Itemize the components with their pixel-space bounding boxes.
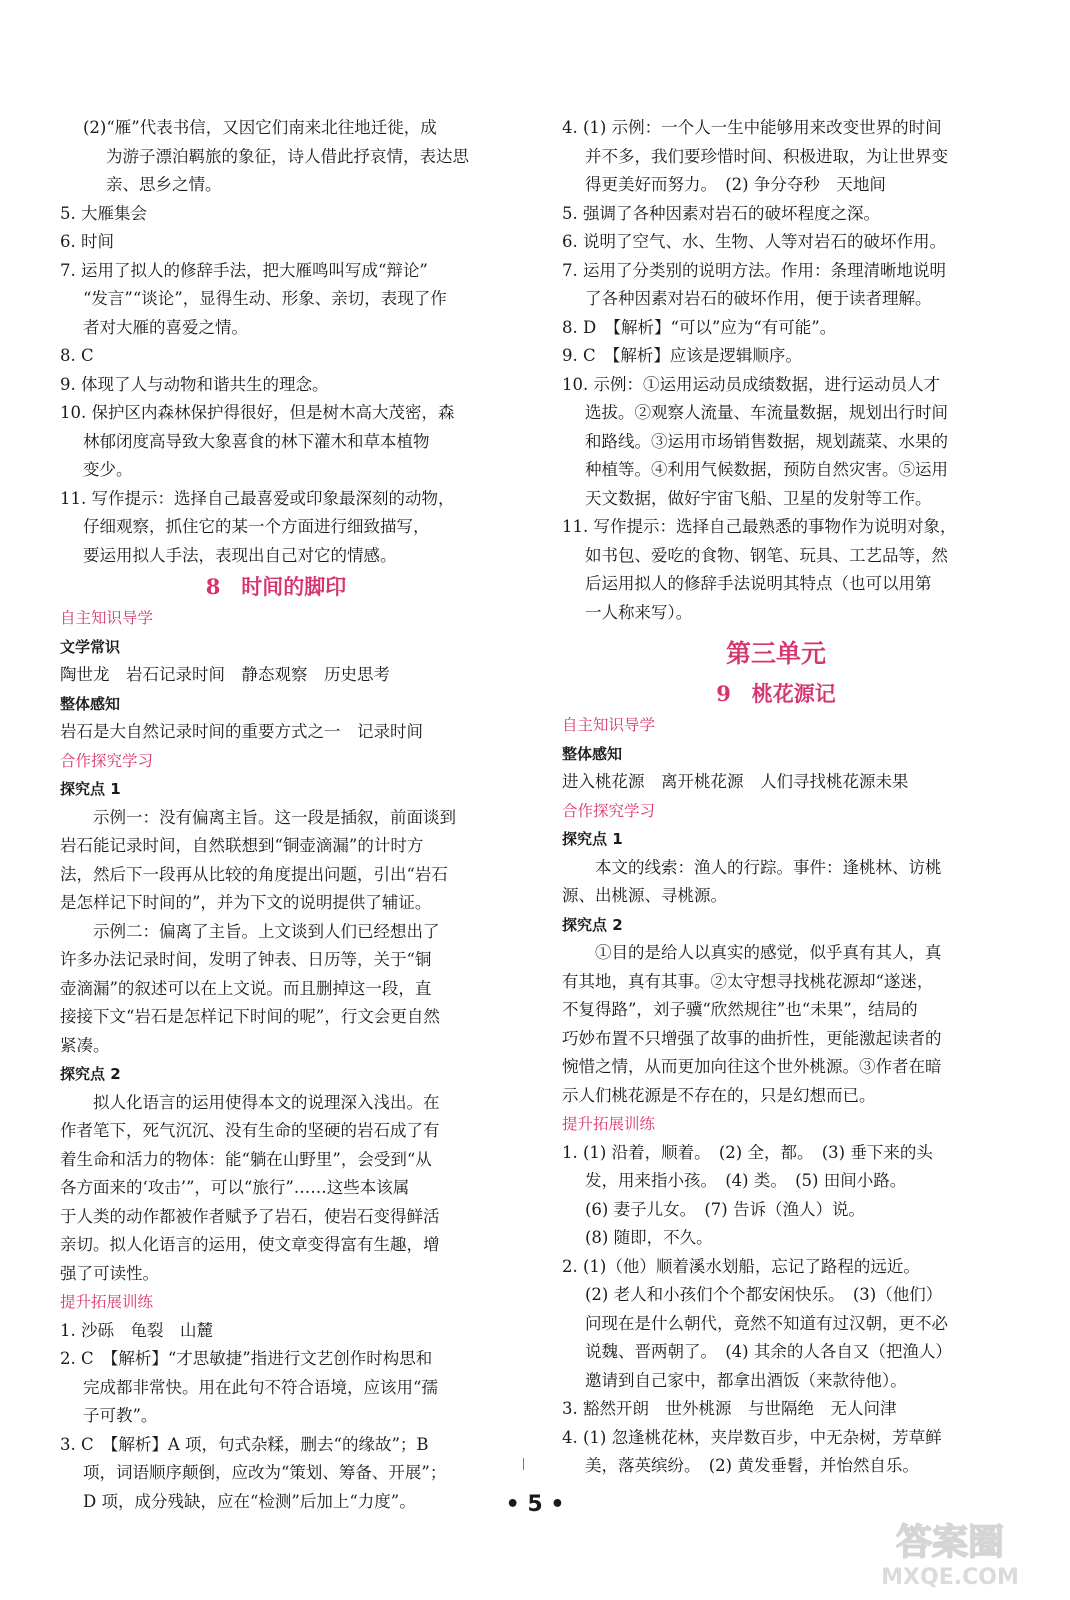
- left-column: [60, 114, 492, 1516]
- section-heading: 合作探究学习: [562, 801, 656, 820]
- text-line: 接接下文“岩石是怎样记下时间的呢”，行文会更自然: [60, 1007, 440, 1026]
- answer-q11: [60, 485, 492, 571]
- text-line: 选拔。②观察人流量、车流量数据，规划出行时间: [585, 403, 948, 422]
- answer-q6: 6. 说明了空气、水、生物、人等对岩石的破坏作用。: [562, 232, 946, 251]
- text-line: 示人们桃花源是不存在的，只是幻想而已。: [562, 1085, 876, 1105]
- section-heading: 自主知识导学: [60, 609, 154, 627]
- text-line: 于人类的动作都被作者赋予了岩石，使岩石变得鲜活: [60, 1206, 440, 1226]
- answer-q11: [562, 513, 990, 627]
- text-line: 子可教”。: [83, 1406, 158, 1425]
- answer-q7: [562, 257, 990, 314]
- sub-label: 整体感知: [562, 744, 623, 763]
- text-line: 源、出桃源、寻桃源。: [562, 886, 727, 905]
- text-line: 为游子漂泊羁旅的象征，诗人借此抒哀情，表达思: [106, 146, 469, 166]
- answer-q2: [60, 114, 492, 200]
- answer-q4: [562, 114, 990, 200]
- text-line: 作者笔下，死气沉沉、没有生命的坚硬的岩石成了有: [60, 1121, 440, 1140]
- answer-q5: 5. 大雁集会: [60, 203, 147, 223]
- text-line: 10. 保护区内森林保护得很好，但是树木高大茂密，森: [60, 403, 455, 422]
- answer-t2: [562, 1253, 990, 1396]
- text-line: 如书包、爱吃的食物、钢笔、玩具、工艺品等，然: [585, 545, 948, 565]
- text-line: 并不多，我们要珍惜时间、积极进取，为让世界变: [585, 146, 948, 166]
- text-line: ①目的是给人以真实的感觉，似乎真有其人，真: [595, 943, 942, 962]
- paragraph: [562, 939, 990, 1110]
- answer-q8: 8. C: [60, 346, 94, 365]
- lesson-title: 9 桃花源记: [716, 681, 836, 706]
- text-line: 美，落英缤纷。 (2) 黄发垂髫，并怡然自乐。: [585, 1456, 919, 1475]
- text-line: 完成都非常快。用在此句不符合语境，应该用“孺: [83, 1377, 438, 1397]
- text-line: 一人称来写）。: [585, 602, 693, 622]
- text-line: 亲切。拟人化语言的运用，使文章变得富有生趣，增: [60, 1235, 440, 1254]
- section-heading: 提升拓展训练: [60, 1293, 154, 1311]
- text-line: 11. 写作提示：选择自己最熟悉的事物作为说明对象，: [562, 517, 957, 536]
- page-number: • 5 •: [505, 1492, 565, 1517]
- answer-q9: 9. 体现了人与动物和谐共生的理念。: [60, 374, 329, 394]
- text-line: 种植等。④利用气候数据，预防自然灾害。⑤运用: [585, 460, 948, 479]
- text-line: 变少。: [83, 460, 133, 479]
- text-line: 示例二：偏离了主旨。上文谈到人们已经想出了: [93, 921, 440, 941]
- answer-text: 进入桃花源 离开桃花源 人们寻找桃花源未果: [562, 772, 909, 791]
- text-line: 要运用拟人手法，表现出自己对它的情感。: [83, 545, 397, 565]
- text-line: 7. 运用了拟人的修辞手法，把大雁鸣叫写成“辩论”: [60, 260, 428, 280]
- text-line: 了各种因素对岩石的破坏作用，便于读者理解。: [585, 289, 932, 308]
- answer-q10: [60, 399, 492, 485]
- text-line: 7. 运用了分类别的说明方法。作用：条理清晰地说明: [562, 260, 946, 280]
- text-line: 仔细观察，抓住它的某一个方面进行细致描写，: [83, 517, 430, 536]
- text-line: 岩石能记录时间，自然联想到“铜壶滴漏”的计时方: [60, 836, 424, 855]
- text-line: 亲、思乡之情。: [106, 175, 222, 194]
- text-line: 许多办法记录时间，发明了钟表、日历等，关于“铜: [60, 950, 432, 969]
- text-line: 巧妙布置不只增强了故事的曲折性，更能激起读者的: [562, 1028, 942, 1048]
- text-line: 天文数据，做好宇宙飞船、卫星的发射等工作。: [585, 488, 932, 508]
- watermark-url: MXQE.COM: [881, 1565, 1019, 1590]
- paragraph: [60, 804, 492, 918]
- text-line: 1. (1) 沿着，顺着。 (2) 全，都。 (3) 垂下来的头: [562, 1142, 933, 1162]
- text-line: 有其地，真有其事。②太守想寻找桃花源却“遂迷，: [562, 971, 934, 991]
- sub-label: 探究点 1: [60, 780, 121, 798]
- text-line: 各方面来的‘攻击’”，可以“旅行”……这些本该属: [60, 1178, 410, 1197]
- text-line: 10. 示例：①运用运动员成绩数据，进行运动员人才: [562, 374, 940, 394]
- text-line: 2. (1)（他）顺着溪水划船，忘记了路程的远近。: [562, 1256, 920, 1276]
- sub-label: 探究点 1: [562, 830, 623, 848]
- sub-label: 探究点 2: [60, 1065, 121, 1083]
- answer-t1: [562, 1139, 990, 1253]
- text-line: 不复得路”，刘子骥“欣然规往”也“未果”，结局的: [562, 1000, 918, 1019]
- paragraph: [60, 918, 492, 1061]
- text-line: 项，词语顺序颠倒，应改为“策划、筹备、开展”；: [83, 1463, 447, 1482]
- text-line: 邀请到自己家中，都拿出酒饭（来款待他）。: [585, 1370, 907, 1390]
- section-heading: 合作探究学习: [60, 751, 154, 770]
- sub-label: 文学常识: [60, 637, 121, 656]
- text-line: (2)“雁”代表书信，又因它们南来北往地迁徙，成: [83, 118, 437, 137]
- right-column: [562, 114, 990, 1481]
- text-line: 和路线。③运用市场销售数据，规划蔬菜、水果的: [585, 431, 948, 451]
- text-line: 林郁闭度高导致大象喜食的林下灌木和草本植物: [83, 431, 430, 451]
- answer-t2: [60, 1345, 492, 1431]
- answer-q7: [60, 257, 492, 343]
- answer-text: 陶世龙 岩石记录时间 静态观察 历史思考: [60, 665, 390, 684]
- text-line: 拟人化语言的运用使得本文的说理深入浅出。在: [93, 1092, 440, 1112]
- text-line: 法，然后下一段再从比较的角度提出问题，引出“岩石: [60, 864, 448, 884]
- text-line: 4. (1) 忽逢桃花林，夹岸数百步，中无杂树，芳草鲜: [562, 1427, 942, 1447]
- answer-q6: 6. 时间: [60, 232, 114, 251]
- paragraph: [60, 1089, 492, 1289]
- text-line: 4. (1) 示例：一个人一生中能够用来改变世界的时间: [562, 118, 942, 137]
- margin-mark: [523, 1458, 524, 1470]
- answer-q9: 9. C 【解析】应该是逻辑顺序。: [562, 346, 802, 365]
- text-line: 发，用来指小孩。 (4) 类。 (5) 田间小路。: [585, 1171, 907, 1190]
- text-line: (6) 妻子儿女。 (7) 告诉（渔人）说。: [585, 1199, 865, 1219]
- text-line: 后运用拟人的修辞手法说明其特点（也可以用第: [585, 574, 932, 593]
- text-line: 3. C 【解析】A 项，句式杂糅，删去“的缘故”；B: [60, 1434, 429, 1454]
- text-line: 说魏、晋两朝了。 (4) 其余的人各自又（把渔人）: [585, 1342, 952, 1361]
- text-line: “发言”“谈论”，显得生动、形象、亲切，表现了作: [83, 289, 447, 308]
- watermark-logo: [850, 1512, 1050, 1592]
- text-line: 强了可读性。: [60, 1263, 159, 1283]
- text-line: 惋惜之情，从而更加向往这个世外桃源。③作者在暗: [562, 1057, 942, 1076]
- lesson-title: 8 时间的脚印: [205, 574, 347, 599]
- answer-t1: 1. 沙砾 龟裂 山麓: [60, 1320, 213, 1340]
- text-line: 壶滴漏”的叙述可以在上文说。而且删掉这一段，直: [60, 978, 432, 998]
- unit-title: 第三单元: [725, 639, 826, 668]
- text-line: 2. C 【解析】“才思敏捷”指进行文艺创作时构思和: [60, 1349, 433, 1368]
- section-heading: 提升拓展训练: [562, 1115, 656, 1133]
- paragraph: [562, 854, 990, 911]
- text-line: D 项，成分残缺，应在“检测”后加上“力度”。: [83, 1491, 416, 1511]
- text-line: 着生命和活力的物体：能“躺在山野里”，会受到“从: [60, 1149, 432, 1169]
- text-line: 本文的线索：渔人的行踪。事件：逢桃林、访桃: [595, 857, 942, 877]
- sub-label: 整体感知: [60, 694, 121, 713]
- answer-q10: [562, 371, 990, 514]
- answer-text: 岩石是大自然记录时间的重要方式之一 记录时间: [60, 722, 423, 741]
- text-line: (8) 随即，不久。: [585, 1228, 713, 1247]
- answer-t4: [562, 1424, 990, 1481]
- text-line: 得更美好而努力。 (2) 争分夺秒 天地间: [585, 175, 886, 194]
- text-line: 者对大雁的喜爱之情。: [83, 317, 248, 337]
- text-line: 紧凑。: [60, 1035, 110, 1055]
- text-line: 是怎样记下时间的”，并为下文的说明提供了辅证。: [60, 893, 432, 912]
- watermark-text: 答案圈: [895, 1522, 1005, 1563]
- answer-q5: 5. 强调了各种因素对岩石的破坏程度之深。: [562, 203, 880, 223]
- text-line: 问现在是什么朝代，竟然不知道有过汉朝，更不必: [585, 1313, 948, 1333]
- sub-label: 探究点 2: [562, 915, 623, 934]
- answer-t3: 3. 豁然开朗 世外桃源 与世隔绝 无人问津: [562, 1399, 897, 1418]
- answer-q8: 8. D 【解析】“可以”应为“有可能”。: [562, 317, 837, 337]
- text-line: 11. 写作提示：选择自己最喜爱或印象最深刻的动物，: [60, 488, 455, 508]
- section-heading: 自主知识导学: [562, 716, 656, 734]
- text-line: 示例一：没有偏离主旨。这一段是插叙，前面谈到: [93, 807, 456, 827]
- text-line: (2) 老人和小孩们个个都安闲快乐。 (3)（他们）: [585, 1285, 943, 1304]
